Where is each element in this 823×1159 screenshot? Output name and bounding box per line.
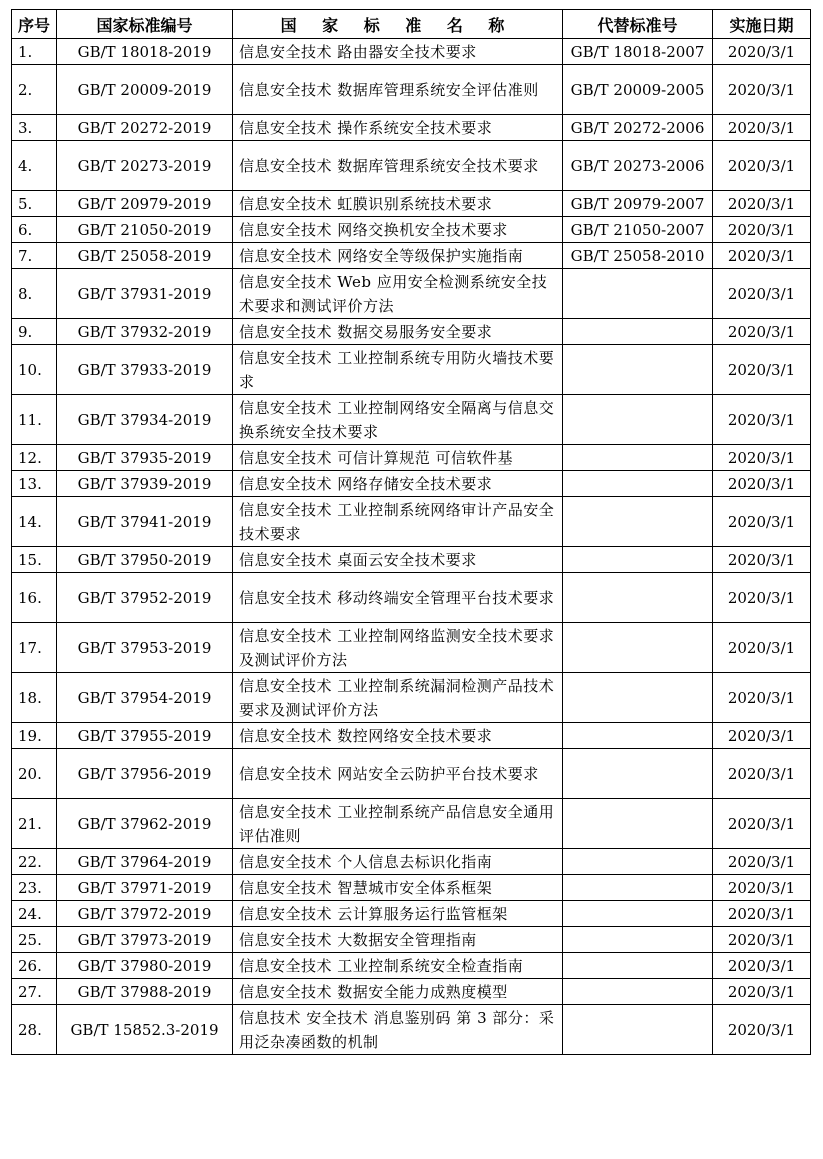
row-date: 2020/3/1 [713,141,811,191]
table-row [12,573,811,623]
row-name: 信息安全技术 桌面云安全技术要求 [233,547,563,573]
table-row [12,749,811,799]
row-seq: 1. [12,39,57,65]
table-row [12,191,811,217]
table-row [12,395,811,445]
row-seq: 17. [12,623,57,673]
row-date: 2020/3/1 [713,1005,811,1055]
row-name: 信息安全技术 数据交易服务安全要求 [233,319,563,345]
row-name: 信息安全技术 网站安全云防护平台技术要求 [233,749,563,799]
row-seq: 19. [12,723,57,749]
table-row [12,65,811,115]
table-row [12,979,811,1005]
row-replaced [563,1005,713,1055]
row-code: GB/T 37952-2019 [57,573,233,623]
row-code: GB/T 37953-2019 [57,623,233,673]
row-seq: 16. [12,573,57,623]
row-code: GB/T 20273-2019 [57,141,233,191]
row-date: 2020/3/1 [713,623,811,673]
row-seq: 2. [12,65,57,115]
table-row [12,115,811,141]
row-replaced: GB/T 21050-2007 [563,217,713,243]
row-name: 信息技术 安全技术 消息鉴别码 第 3 部分：采用泛杂凑函数的机制 [233,1005,563,1055]
table-body [12,39,811,1055]
row-code: GB/T 20979-2019 [57,191,233,217]
row-date: 2020/3/1 [713,115,811,141]
row-date: 2020/3/1 [713,269,811,319]
row-seq: 22. [12,849,57,875]
row-replaced [563,497,713,547]
table-row [12,445,811,471]
row-code: GB/T 37941-2019 [57,497,233,547]
row-replaced [563,875,713,901]
row-seq: 4. [12,141,57,191]
table-row [12,901,811,927]
row-name: 信息安全技术 工业控制网络安全隔离与信息交换系统安全技术要求 [233,395,563,445]
row-replaced: GB/T 18018-2007 [563,39,713,65]
row-seq: 18. [12,673,57,723]
row-code: GB/T 37988-2019 [57,979,233,1005]
row-name: 信息安全技术 Web 应用安全检测系统安全技术要求和测试评价方法 [233,269,563,319]
row-date: 2020/3/1 [713,953,811,979]
row-date: 2020/3/1 [713,445,811,471]
row-date: 2020/3/1 [713,243,811,269]
row-code: GB/T 37933-2019 [57,345,233,395]
table-row [12,269,811,319]
header-replaced: 代替标准号 [563,10,713,39]
row-code: GB/T 20009-2019 [57,65,233,115]
row-seq: 23. [12,875,57,901]
row-name: 信息安全技术 路由器安全技术要求 [233,39,563,65]
row-name: 信息安全技术 网络交换机安全技术要求 [233,217,563,243]
row-seq: 21. [12,799,57,849]
row-name: 信息安全技术 云计算服务运行监管框架 [233,901,563,927]
table-row [12,723,811,749]
row-replaced [563,749,713,799]
row-name: 信息安全技术 工业控制系统网络审计产品安全技术要求 [233,497,563,547]
row-code: GB/T 37939-2019 [57,471,233,497]
row-code: GB/T 37950-2019 [57,547,233,573]
table-row [12,953,811,979]
table-row [12,623,811,673]
row-name: 信息安全技术 工业控制系统漏洞检测产品技术要求及测试评价方法 [233,673,563,723]
row-replaced: GB/T 20979-2007 [563,191,713,217]
row-date: 2020/3/1 [713,849,811,875]
row-replaced [563,673,713,723]
row-code: GB/T 15852.3-2019 [57,1005,233,1055]
table-row [12,1005,811,1055]
row-seq: 25. [12,927,57,953]
row-replaced [563,723,713,749]
table-row [12,217,811,243]
table-row [12,345,811,395]
row-name: 信息安全技术 网络存储安全技术要求 [233,471,563,497]
row-name: 信息安全技术 数据库管理系统安全技术要求 [233,141,563,191]
row-code: GB/T 37971-2019 [57,875,233,901]
row-seq: 24. [12,901,57,927]
table-row [12,875,811,901]
row-name: 信息安全技术 移动终端安全管理平台技术要求 [233,573,563,623]
row-seq: 6. [12,217,57,243]
row-code: GB/T 18018-2019 [57,39,233,65]
row-seq: 8. [12,269,57,319]
row-name: 信息安全技术 数据库管理系统安全评估准则 [233,65,563,115]
row-code: GB/T 37956-2019 [57,749,233,799]
row-date: 2020/3/1 [713,749,811,799]
row-replaced [563,623,713,673]
row-code: GB/T 25058-2019 [57,243,233,269]
row-replaced [563,471,713,497]
row-code: GB/T 37980-2019 [57,953,233,979]
row-replaced [563,979,713,1005]
row-name: 信息安全技术 工业控制网络监测安全技术要求及测试评价方法 [233,623,563,673]
row-seq: 7. [12,243,57,269]
row-date: 2020/3/1 [713,471,811,497]
header-name: 国 家 标 准 名 称 [233,10,563,39]
row-replaced: GB/T 25058-2010 [563,243,713,269]
row-replaced [563,799,713,849]
row-seq: 10. [12,345,57,395]
row-date: 2020/3/1 [713,217,811,243]
header-date: 实施日期 [713,10,811,39]
row-code: GB/T 37935-2019 [57,445,233,471]
row-date: 2020/3/1 [713,345,811,395]
row-code: GB/T 37964-2019 [57,849,233,875]
table-row [12,799,811,849]
row-seq: 9. [12,319,57,345]
table-row [12,547,811,573]
row-date: 2020/3/1 [713,547,811,573]
row-name: 信息安全技术 大数据安全管理指南 [233,927,563,953]
header-seq: 序号 [12,10,57,39]
row-seq: 28. [12,1005,57,1055]
row-name: 信息安全技术 数据安全能力成熟度模型 [233,979,563,1005]
row-seq: 14. [12,497,57,547]
row-seq: 3. [12,115,57,141]
table-row [12,471,811,497]
row-code: GB/T 21050-2019 [57,217,233,243]
row-code: GB/T 37972-2019 [57,901,233,927]
row-replaced [563,445,713,471]
row-name: 信息安全技术 可信计算规范 可信软件基 [233,445,563,471]
row-seq: 12. [12,445,57,471]
table-row [12,849,811,875]
row-replaced [563,395,713,445]
table-row [12,141,811,191]
row-name: 信息安全技术 智慧城市安全体系框架 [233,875,563,901]
header-code: 国家标准编号 [57,10,233,39]
table-row [12,39,811,65]
row-date: 2020/3/1 [713,39,811,65]
row-date: 2020/3/1 [713,191,811,217]
row-replaced [563,319,713,345]
row-date: 2020/3/1 [713,497,811,547]
row-name: 信息安全技术 工业控制系统专用防火墙技术要求 [233,345,563,395]
row-code: GB/T 37931-2019 [57,269,233,319]
row-name: 信息安全技术 操作系统安全技术要求 [233,115,563,141]
row-replaced [563,901,713,927]
row-date: 2020/3/1 [713,65,811,115]
row-code: GB/T 37973-2019 [57,927,233,953]
row-date: 2020/3/1 [713,673,811,723]
row-date: 2020/3/1 [713,875,811,901]
row-date: 2020/3/1 [713,979,811,1005]
row-replaced [563,345,713,395]
row-seq: 5. [12,191,57,217]
row-code: GB/T 37934-2019 [57,395,233,445]
row-date: 2020/3/1 [713,901,811,927]
row-code: GB/T 37962-2019 [57,799,233,849]
row-seq: 13. [12,471,57,497]
row-date: 2020/3/1 [713,799,811,849]
table-row [12,673,811,723]
row-date: 2020/3/1 [713,395,811,445]
row-seq: 15. [12,547,57,573]
standards-table [11,9,811,1055]
header-row [12,10,811,39]
row-replaced [563,269,713,319]
table-row [12,319,811,345]
row-date: 2020/3/1 [713,573,811,623]
row-name: 信息安全技术 个人信息去标识化指南 [233,849,563,875]
row-seq: 20. [12,749,57,799]
row-code: GB/T 37954-2019 [57,673,233,723]
row-code: GB/T 37955-2019 [57,723,233,749]
row-replaced [563,547,713,573]
row-replaced [563,927,713,953]
row-date: 2020/3/1 [713,927,811,953]
row-replaced [563,953,713,979]
row-name: 信息安全技术 工业控制系统安全检查指南 [233,953,563,979]
row-seq: 27. [12,979,57,1005]
table-row [12,927,811,953]
row-date: 2020/3/1 [713,723,811,749]
table-row [12,243,811,269]
row-code: GB/T 37932-2019 [57,319,233,345]
row-name: 信息安全技术 数控网络安全技术要求 [233,723,563,749]
row-replaced: GB/T 20009-2005 [563,65,713,115]
row-date: 2020/3/1 [713,319,811,345]
row-seq: 11. [12,395,57,445]
row-replaced [563,573,713,623]
row-seq: 26. [12,953,57,979]
row-replaced: GB/T 20272-2006 [563,115,713,141]
table-row [12,497,811,547]
row-code: GB/T 20272-2019 [57,115,233,141]
row-replaced: GB/T 20273-2006 [563,141,713,191]
row-replaced [563,849,713,875]
row-name: 信息安全技术 工业控制系统产品信息安全通用评估准则 [233,799,563,849]
row-name: 信息安全技术 虹膜识别系统技术要求 [233,191,563,217]
row-name: 信息安全技术 网络安全等级保护实施指南 [233,243,563,269]
